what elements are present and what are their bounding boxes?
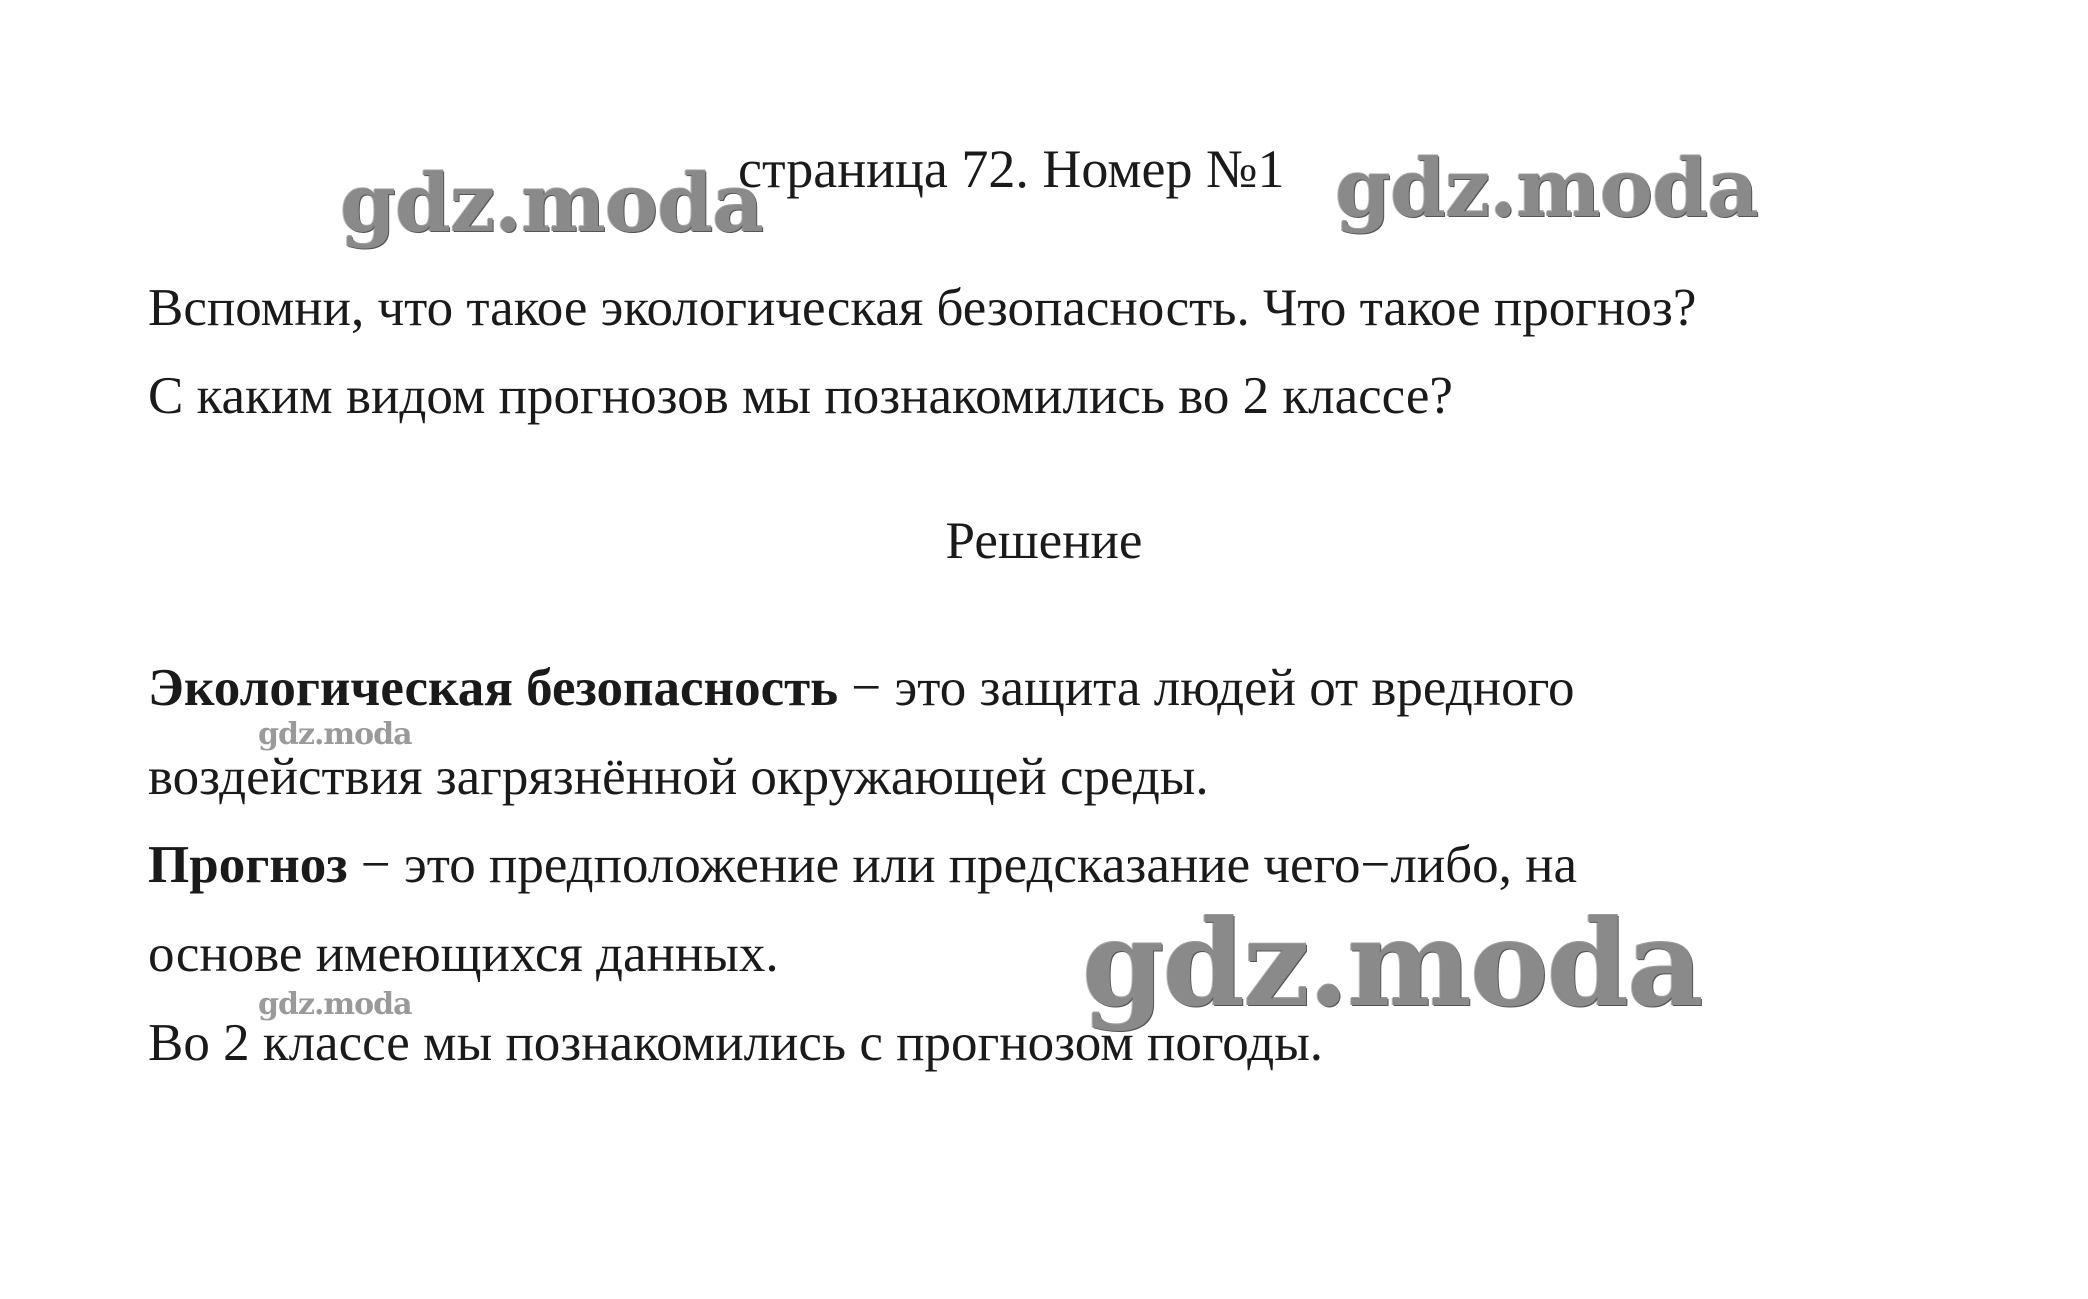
answer-1-term: Экологическая безопасность <box>148 659 839 717</box>
answer-3: Во 2 классе мы познакомились с прогнозом погоды. <box>148 1014 1324 1072</box>
answer-1-line-2: воздействия загрязнённой окружающей среды. <box>148 748 1209 806</box>
answer-2-line-1 <box>148 836 1578 894</box>
answer-2-text-start: − это предположение или предсказание чего−либо, на <box>347 836 1578 894</box>
answer-1-text-start: − это защита людей от вредного <box>838 659 1575 717</box>
page-title: страница 72. Номер №1 <box>738 139 1285 199</box>
watermark-logo: gdz.moda <box>340 156 763 250</box>
watermark-logo: gdz.moda <box>1335 141 1758 235</box>
solution-heading: Решение <box>945 512 1143 570</box>
watermark-logo: gdz.moda <box>1082 894 1702 1033</box>
question-line-2: С каким видом прогнозов мы познакомились во 2 классе? <box>148 367 1453 425</box>
answer-2-term: Прогноз <box>148 836 348 894</box>
watermark-logo: gdz.moda <box>258 717 412 752</box>
answer-1-line-1 <box>148 659 1575 717</box>
answer-2-line-2: основе имеющихся данных. <box>148 925 779 983</box>
question-line-1: Вспомни, что такое экологическая безопасность. Что такое прогноз? <box>148 279 1697 337</box>
watermark-logo: gdz.moda <box>258 987 412 1022</box>
